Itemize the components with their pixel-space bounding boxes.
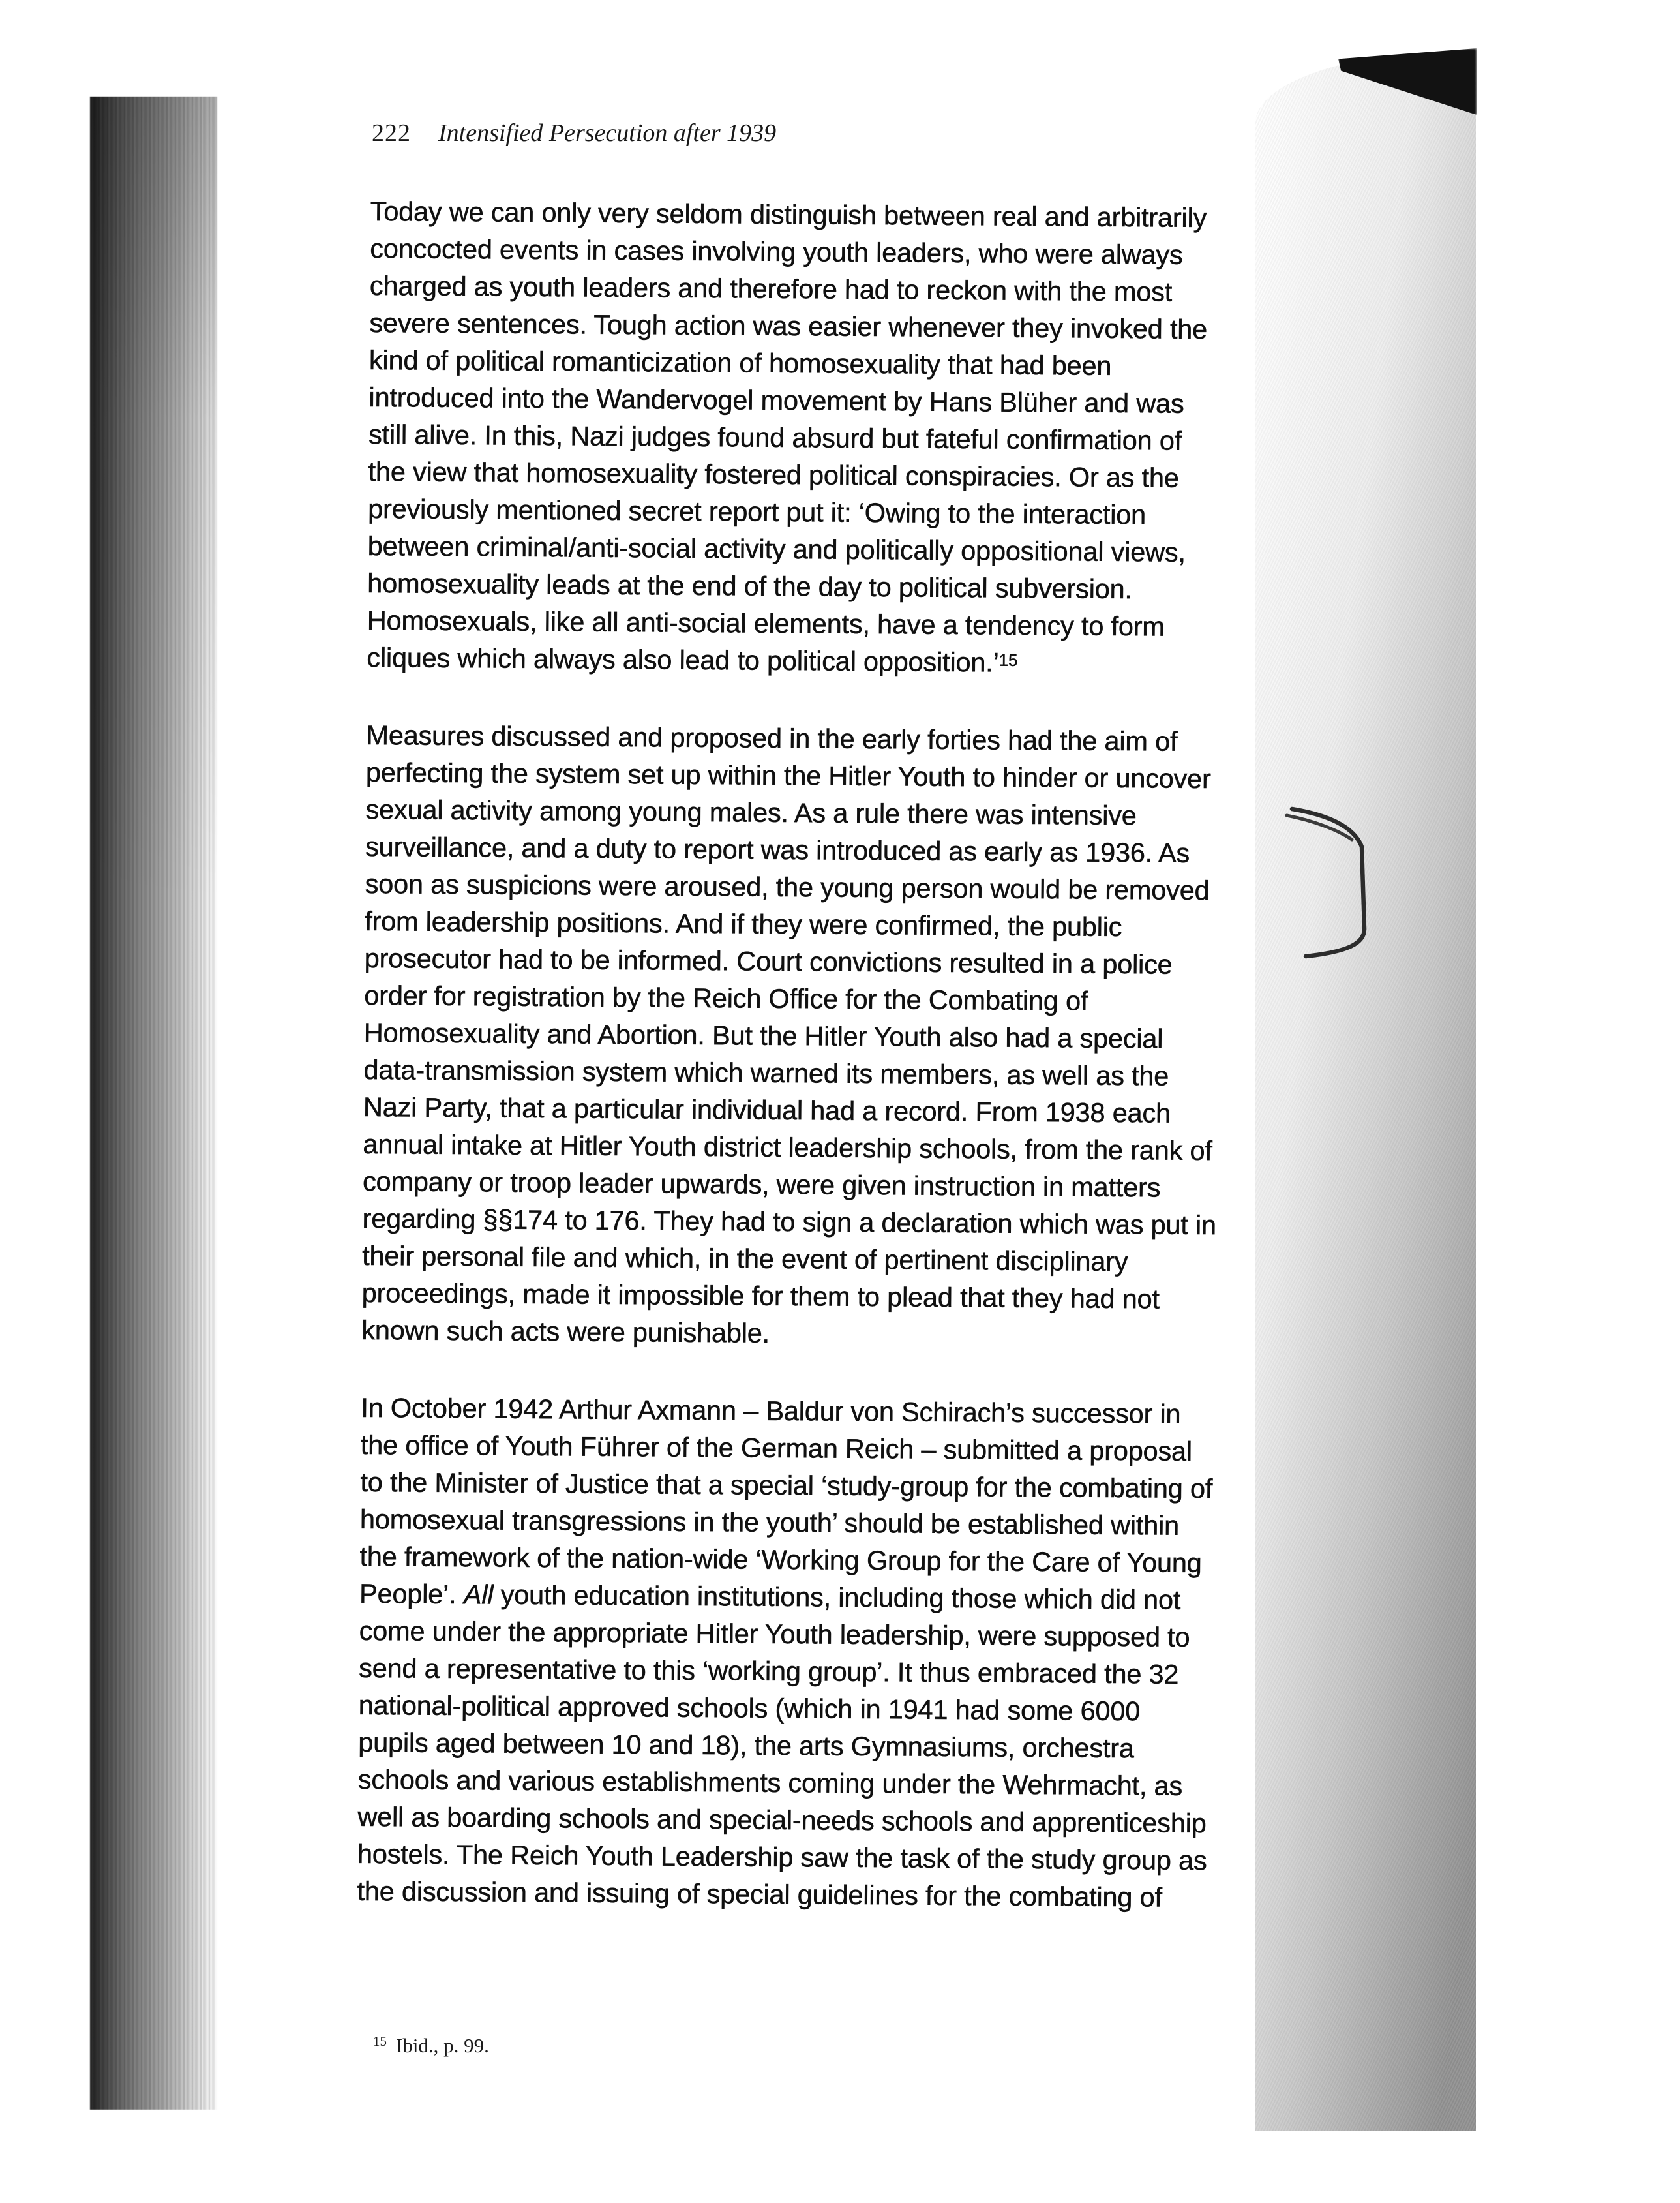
text-line: previously mentioned secret report put it: ‘Owing to the interaction [368, 493, 1147, 530]
text-line: homosexuality leads at the end of the day to political subversion. [367, 567, 1133, 605]
text-line: from leadership positions. And if they were confirmed, the public [365, 905, 1122, 943]
text-line: proceedings, made it impossible for them to plead that they had not [361, 1277, 1160, 1314]
text-line: order for registration by the Reich Office for the Combating of [364, 979, 1088, 1016]
page-number: 222 [372, 119, 411, 147]
text-line: the office of Youth Führer of the German Reich – submitted a proposal [360, 1429, 1193, 1466]
text-line: introduced into the Wandervogel movement by Hans Blüher and was [368, 381, 1184, 419]
paragraph-1-lines [367, 192, 1349, 646]
all-line-pre: People’. [359, 1577, 464, 1610]
text-line [367, 639, 1345, 684]
paragraph-1-last-line: cliques which always also lead to political opposition.’ [367, 641, 999, 678]
text-line: to the Minister of Justice that a special ‘study-group for the combating of [360, 1466, 1213, 1504]
text-line: come under the appropriate Hitler Youth leadership, were supposed to [359, 1615, 1190, 1652]
text-line: Nazi Party, that a particular individual had a record. From 1938 each [363, 1091, 1171, 1129]
text-line: concocted events in cases involving youth leaders, who were always [370, 232, 1183, 270]
footnote-marker: 15 [373, 2033, 387, 2049]
text-line: homosexual transgressions in the youth’ should be established within [359, 1503, 1180, 1541]
text-line: the framework of the nation-wide ‘Working Group for the Care of Young [359, 1540, 1202, 1579]
text-line: hostels. The Reich Youth Leadership saw the task of the study group as [357, 1838, 1207, 1876]
chapter-title: Intensified Persecution after 1939 [438, 119, 777, 147]
text-line: well as boarding schools and special-needs schools and apprenticeship [357, 1800, 1207, 1839]
scan-gutter-shadow [90, 97, 217, 2110]
text-line: pupils aged between 10 and 18), the arts Gymnasiums, orchestra [358, 1726, 1134, 1764]
text-line: sexual activity among young males. As a rule there was intensive [365, 793, 1137, 831]
text-line: data-transmission system which warned its members, as well as the [363, 1054, 1169, 1091]
text-line: soon as suspicions were aroused, the young person would be removed [365, 868, 1210, 906]
text-line: known such acts were punishable. [361, 1314, 770, 1348]
text-line: In October 1942 Arthur Axmann – Baldur von Schirach’s successor in [361, 1391, 1181, 1429]
text-line: schools and various establishments coming under the Wehrmacht, as [357, 1763, 1183, 1801]
text-line: between criminal/anti-social activity and politically oppositional views, [367, 530, 1186, 568]
footnote-text: Ibid., p. 99. [396, 2034, 489, 2057]
body-text [357, 192, 1349, 1958]
text-line: the view that homosexuality fostered political conspiracies. Or as the [368, 455, 1179, 493]
paragraph-1 [367, 192, 1349, 684]
text-line: surveillance, and a duty to report was introduced as early as 1936. As [365, 830, 1190, 868]
text-line: the discussion and issuing of special guidelines for the combating of [357, 1875, 1162, 1913]
paragraph-3 [357, 1389, 1339, 1917]
text-line: perfecting the system set up within the Hitler Youth to hinder or uncover [365, 756, 1211, 795]
paragraph-2 [361, 716, 1345, 1356]
handwritten-margin-bracket [1268, 770, 1376, 969]
text-line: kind of political romanticization of homosexuality that had been [368, 344, 1112, 381]
footnote [373, 2034, 489, 2058]
text-line: their personal file and which, in the event of pertinent disciplinary [362, 1239, 1128, 1277]
text-line: severe sentences. Tough action was easier whenever they invoked the [369, 307, 1208, 345]
paragraph-2-lines [361, 716, 1345, 1356]
text-line: send a representative to this ‘working group’. It thus embraced the 32 [359, 1652, 1179, 1690]
all-line-italic: All [463, 1579, 494, 1610]
paragraph-3-lines-before [359, 1389, 1339, 1583]
text-line: charged as youth leaders and therefore had to reckon with the most [369, 269, 1173, 307]
text-line: Homosexuality and Abortion. But the Hitler Youth also had a special [363, 1016, 1163, 1054]
text-line: national-political approved schools (which in 1941 had some 6000 [358, 1689, 1141, 1727]
text-line: annual intake at Hitler Youth district leadership schools, from the rank of [363, 1128, 1212, 1166]
text-line: regarding §§174 to 176. They had to sign a declaration which was put in [362, 1202, 1217, 1241]
text-line: Today we can only very seldom distinguish between real and arbitrarily [370, 195, 1207, 234]
text-line: prosecutor had to be informed. Court convictions resulted in a police [364, 942, 1173, 980]
text-line: Measures discussed and proposed in the early forties had the aim of [366, 719, 1178, 757]
text-line: company or troop leader upwards, were given instruction in matters [362, 1165, 1161, 1203]
running-head [372, 119, 776, 147]
paragraph-3-lines-after [357, 1612, 1338, 1917]
footnote-reference: 15 [998, 650, 1018, 670]
text-line: Homosexuals, like all anti-social elements, have a tendency to form [367, 604, 1165, 642]
text-line: still alive. In this, Nazi judges found absurd but fateful confirmation of [368, 418, 1182, 456]
all-line-post: youth education institutions, including those which did not [493, 1579, 1181, 1615]
